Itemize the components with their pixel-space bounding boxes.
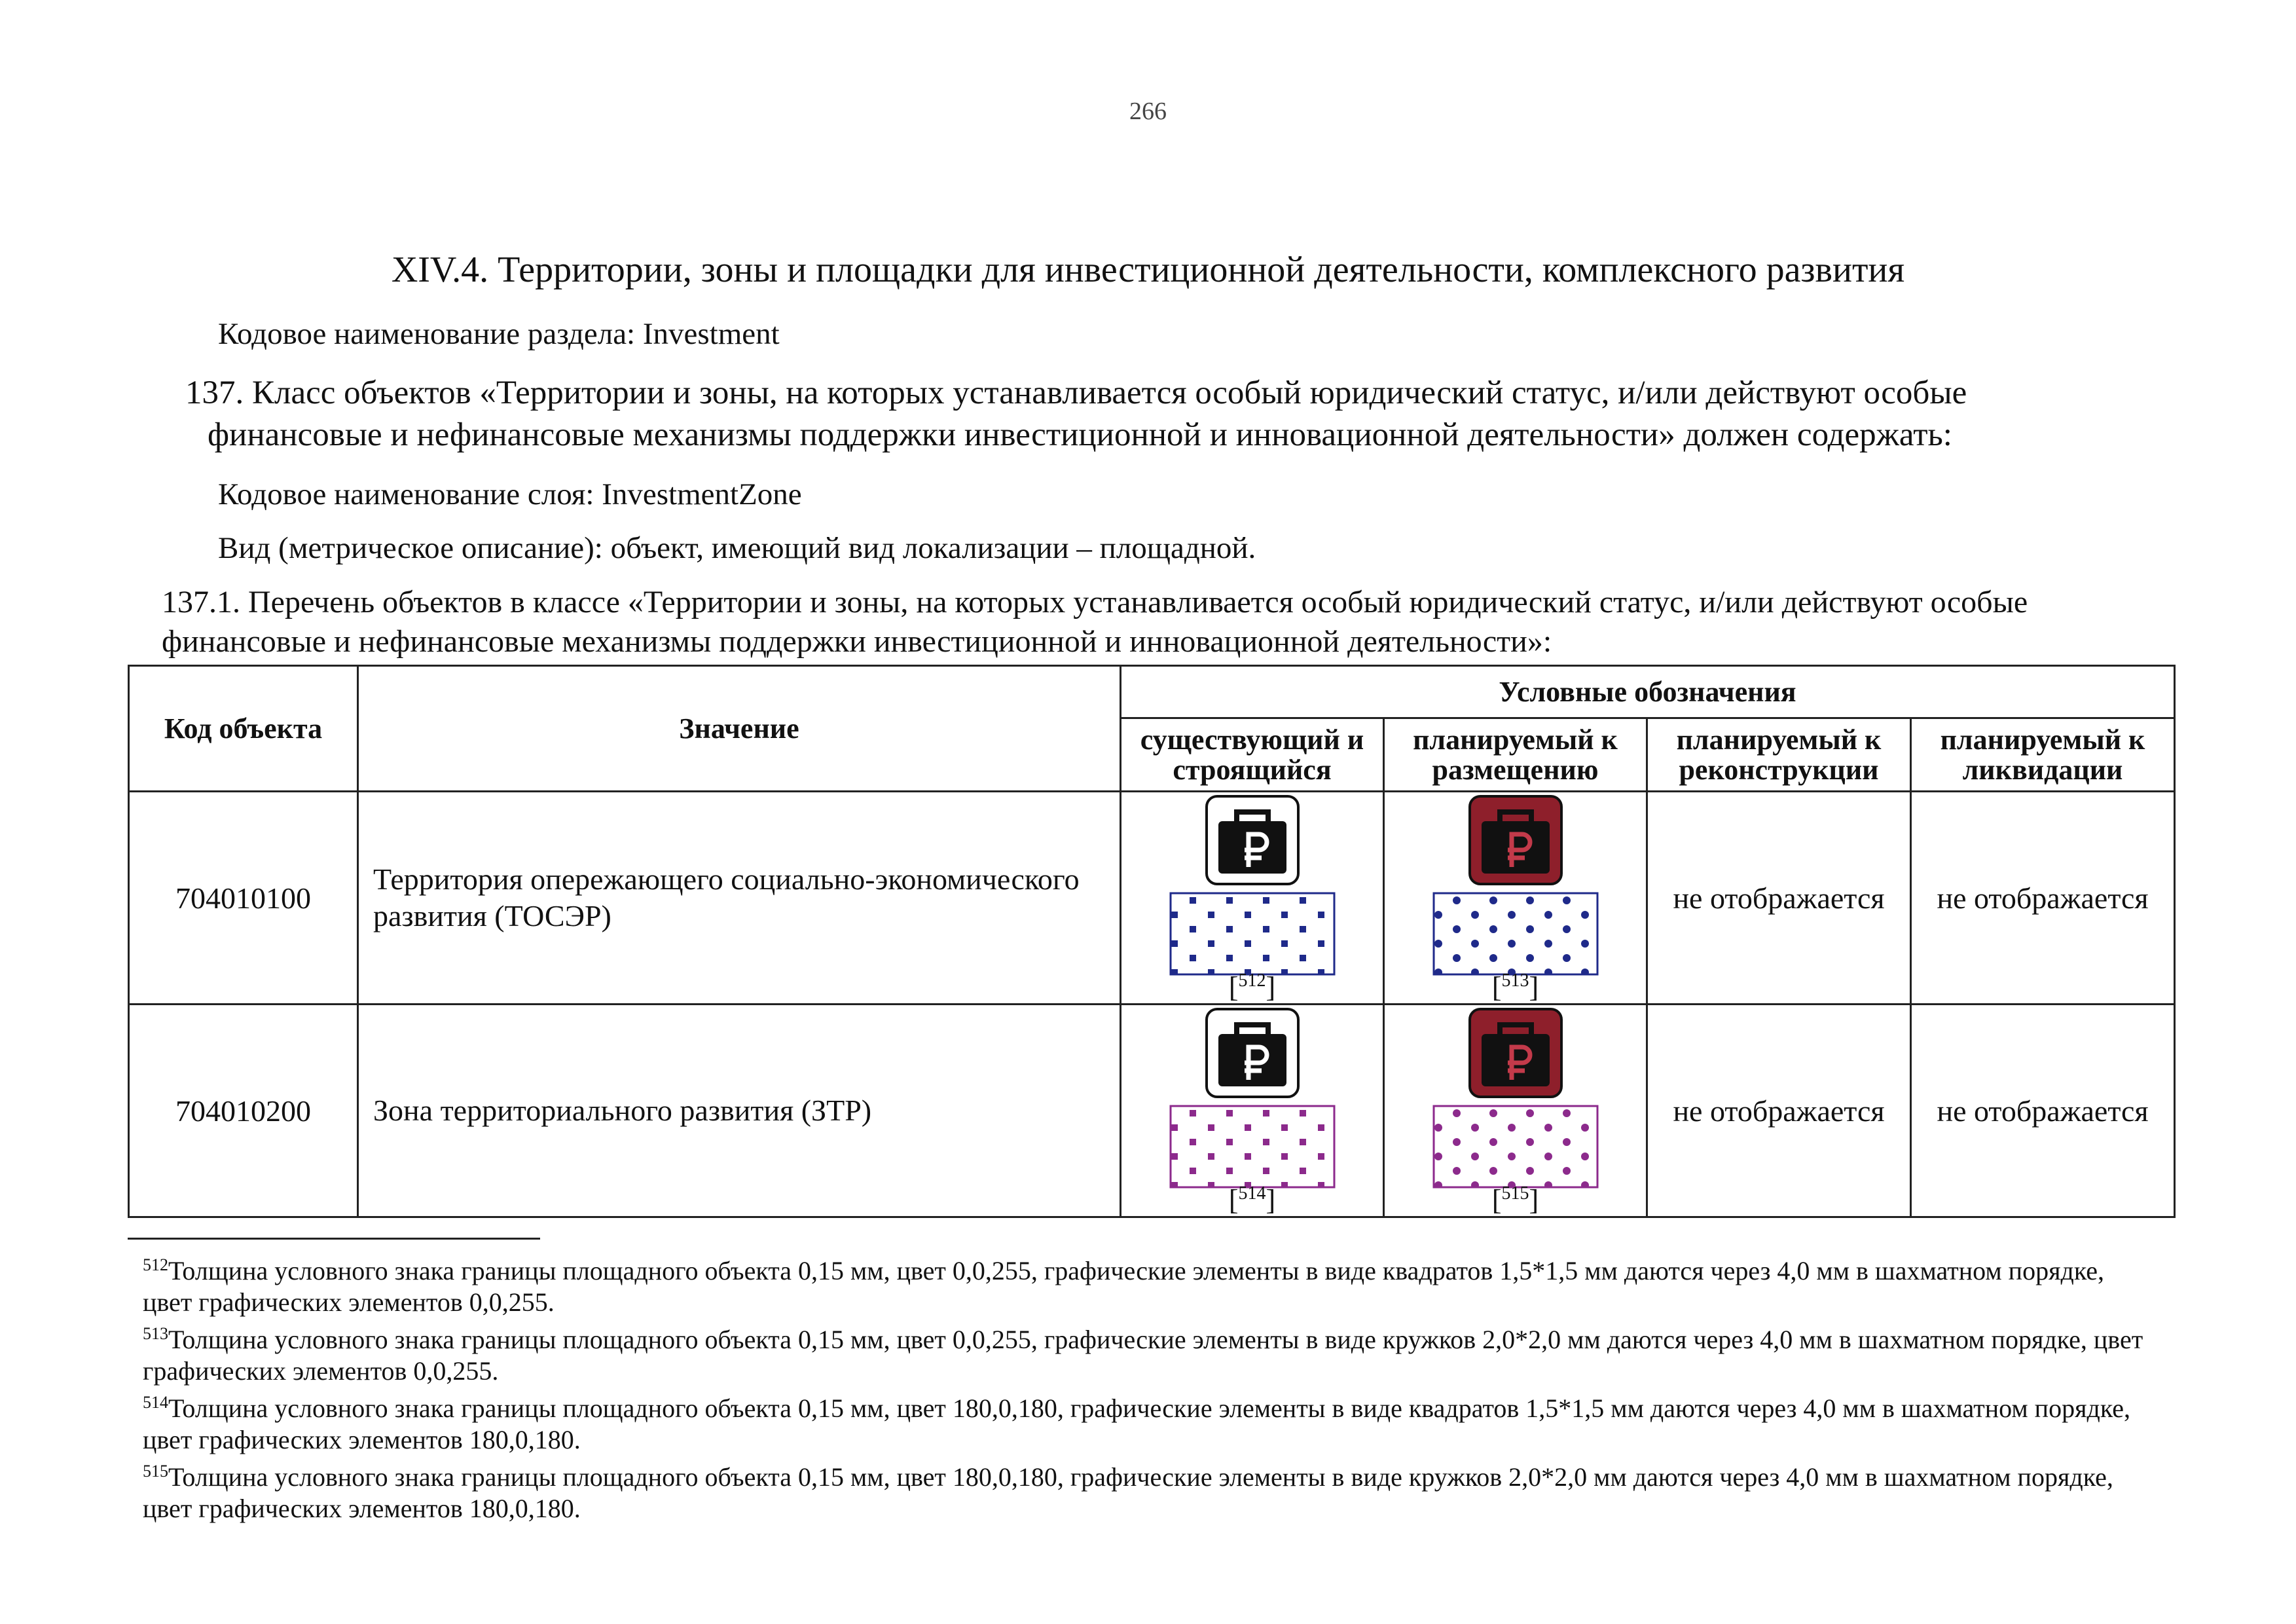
footnote-ref: [$^{515}$] <box>1491 1183 1539 1216</box>
footnote-514: $^{514}$Толщина условного знака границы площадного объекта 0,15 мм, цвет 180,0,180, графические элементы в виде квадратов 1,5*1,5 мм даются через 4,0 мм в шахматном порядке, цвет графических элементов 180,0,180. <box>143 1393 2131 1454</box>
symbol-existing <box>1121 792 1384 1005</box>
header-planned-placement: планируемый к размещению <box>1384 718 1647 792</box>
footnote-divider <box>128 1238 540 1240</box>
object-meaning: Зона территориального развития (ЗТР) <box>358 1005 1121 1217</box>
paragraph-137-line2: финансовые и нефинансовые механизмы поддержки инвестиционной и инновационной деятельности» должен содержать: <box>208 416 1952 453</box>
paragraph-137-1 <box>162 583 2159 661</box>
header-legend: Условные обозначения <box>1121 666 2175 718</box>
paragraph-137-1-line1: 137.1. Перечень объектов в классе «Территории и зоны, на которых устанавливается особый юридический статус, и/или действуют особые <box>162 585 2028 619</box>
symbol-planned-graphic <box>1430 1006 1601 1190</box>
paragraph-137 <box>185 372 2162 456</box>
not-displayed-liquidation: не отображается <box>1911 1005 2175 1217</box>
header-planned-liquidation: планируемый к ликвидации <box>1911 718 2175 792</box>
area-square-pattern-blue <box>1171 893 1334 974</box>
table-row <box>129 792 2175 1005</box>
not-displayed-liquidation: не отображается <box>1911 792 2175 1005</box>
symbol-existing-graphic <box>1167 1006 1338 1190</box>
symbol-planned <box>1384 1005 1647 1217</box>
header-existing: существующий и строящийся <box>1121 718 1384 792</box>
legend-table <box>128 665 2176 1218</box>
symbol-planned <box>1384 792 1647 1005</box>
area-circle-pattern-blue <box>1434 893 1597 974</box>
header-code: Код объекта <box>129 666 358 792</box>
briefcase-ruble-icon <box>1207 1009 1298 1097</box>
briefcase-ruble-icon <box>1470 1009 1561 1097</box>
briefcase-ruble-icon <box>1207 796 1298 884</box>
area-square-pattern-purple <box>1171 1106 1334 1187</box>
symbol-existing <box>1121 1005 1384 1217</box>
layer-code-line: Кодовое наименование слоя: InvestmentZone <box>218 477 802 511</box>
footnote-512: $^{512}$Толщина условного знака границы площадного объекта 0,15 мм, цвет 0,0,255, графические элементы в виде квадратов 1,5*1,5 мм даются через 4,0 мм в шахматном порядке, цвет графических элементов 0,0,255. <box>143 1255 2105 1317</box>
area-circle-pattern-purple <box>1434 1106 1597 1187</box>
header-meaning: Значение <box>358 666 1121 792</box>
footnotes <box>143 1249 2153 1524</box>
footnote-515: $^{515}$Толщина условного знака границы площадного объекта 0,15 мм, цвет 180,0,180, графические элементы в виде кружков 2,0*2,0 мм даются через 4,0 мм в шахматном порядке, цвет графических элементов 180,0,180. <box>143 1462 2113 1523</box>
briefcase-ruble-icon <box>1470 796 1561 884</box>
table-row <box>129 1005 2175 1217</box>
section-code-line: Кодовое наименование раздела: Investment <box>218 317 780 351</box>
object-code: 704010100 <box>129 792 358 1005</box>
object-code: 704010200 <box>129 1005 358 1217</box>
paragraph-137-1-line2: финансовые и нефинансовые механизмы поддержки инвестиционной и инновационной деятельности»: <box>162 624 1552 659</box>
footnote-513: $^{513}$Толщина условного знака границы площадного объекта 0,15 мм, цвет 0,0,255, графические элементы в виде кружков 2,0*2,0 мм даются через 4,0 мм в шахматном порядке, цвет графических элементов 0,0,255. <box>143 1324 2143 1386</box>
metric-description-line: Вид (метрическое описание): объект, имеющий вид локализации – площадной. <box>218 531 1256 565</box>
object-meaning: Территория опережающего социально-экономического развития (ТОСЭР) <box>358 792 1121 1005</box>
section-title: XIV.4. Территории, зоны и площадки для инвестиционной деятельности, комплексного развития <box>391 249 1905 290</box>
footnote-ref: [$^{512}$] <box>1228 970 1276 1003</box>
symbol-existing-graphic <box>1167 794 1338 977</box>
footnote-ref: [$^{514}$] <box>1228 1183 1276 1216</box>
header-planned-reconstruction: планируемый к реконструкции <box>1647 718 1911 792</box>
page-number: 266 <box>1129 98 1167 125</box>
paragraph-137-line1: 137. Класс объектов «Территории и зоны, на которых устанавливается особый юридический статус, и/или действуют особые <box>185 375 1967 411</box>
symbol-planned-graphic <box>1430 794 1601 977</box>
not-displayed-reconstruction: не отображается <box>1647 792 1911 1005</box>
footnote-ref: [$^{513}$] <box>1491 970 1539 1003</box>
not-displayed-reconstruction: не отображается <box>1647 1005 1911 1217</box>
